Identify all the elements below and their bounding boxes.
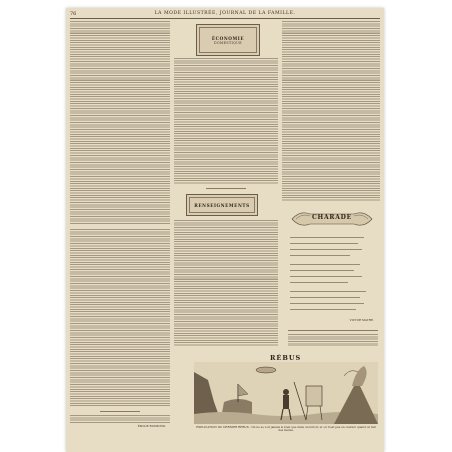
poem-line xyxy=(290,282,348,283)
header-rule xyxy=(70,18,380,19)
poem-line xyxy=(290,270,354,271)
charade-banner xyxy=(290,208,374,230)
economie-article xyxy=(174,58,278,184)
poem-line xyxy=(290,303,364,304)
column-divider xyxy=(100,411,140,412)
economie-title: ÉCONOMIE xyxy=(211,35,245,41)
charade-title: CHARADE xyxy=(311,214,353,221)
right-column-top xyxy=(282,21,380,201)
rebus-illustration xyxy=(194,362,378,424)
poem-line xyxy=(290,297,360,298)
article-text xyxy=(174,58,278,184)
renseignements-title: RENSEIGNEMENTS xyxy=(194,202,250,208)
article-text xyxy=(288,334,378,346)
article-text xyxy=(282,21,380,201)
article-text xyxy=(70,21,170,225)
poem-line xyxy=(290,237,364,238)
poem-line xyxy=(290,264,360,265)
article-text xyxy=(70,415,170,423)
poem-line xyxy=(290,309,356,310)
page-number: 76 xyxy=(70,11,77,17)
rebus-caption: EXPLICATION DU DERNIER RÉBUS : On ne se voit jamais si bien que dans un miroir, et on n'est pas en caution quand on fait des fautes. xyxy=(196,425,376,433)
running-title: LA MODE ILLUSTRÉE, JOURNAL DE LA FAMILLE. xyxy=(154,11,296,16)
left-column xyxy=(70,21,170,428)
rebus-title: RÉBUS xyxy=(270,354,302,362)
renseignements-vignette xyxy=(186,194,258,216)
economie-vignette xyxy=(196,24,260,56)
economie-subtitle: DOMESTIQUE xyxy=(214,40,242,45)
section-divider xyxy=(206,188,246,189)
charade-poem xyxy=(290,234,374,324)
poem-line xyxy=(290,255,350,256)
article-text xyxy=(70,229,170,407)
newspaper-page xyxy=(66,8,384,452)
renseignements-article xyxy=(174,220,278,346)
left-column-signature: ÉMILIE RAYMOND. xyxy=(137,424,166,428)
poem-line xyxy=(290,291,366,292)
charade-signature: VICTOR MATHÉ. xyxy=(349,318,374,322)
poem-line xyxy=(290,276,362,277)
poem-line xyxy=(290,243,358,244)
poem-line xyxy=(290,249,362,250)
article-text xyxy=(174,220,278,346)
section-divider xyxy=(288,330,378,331)
